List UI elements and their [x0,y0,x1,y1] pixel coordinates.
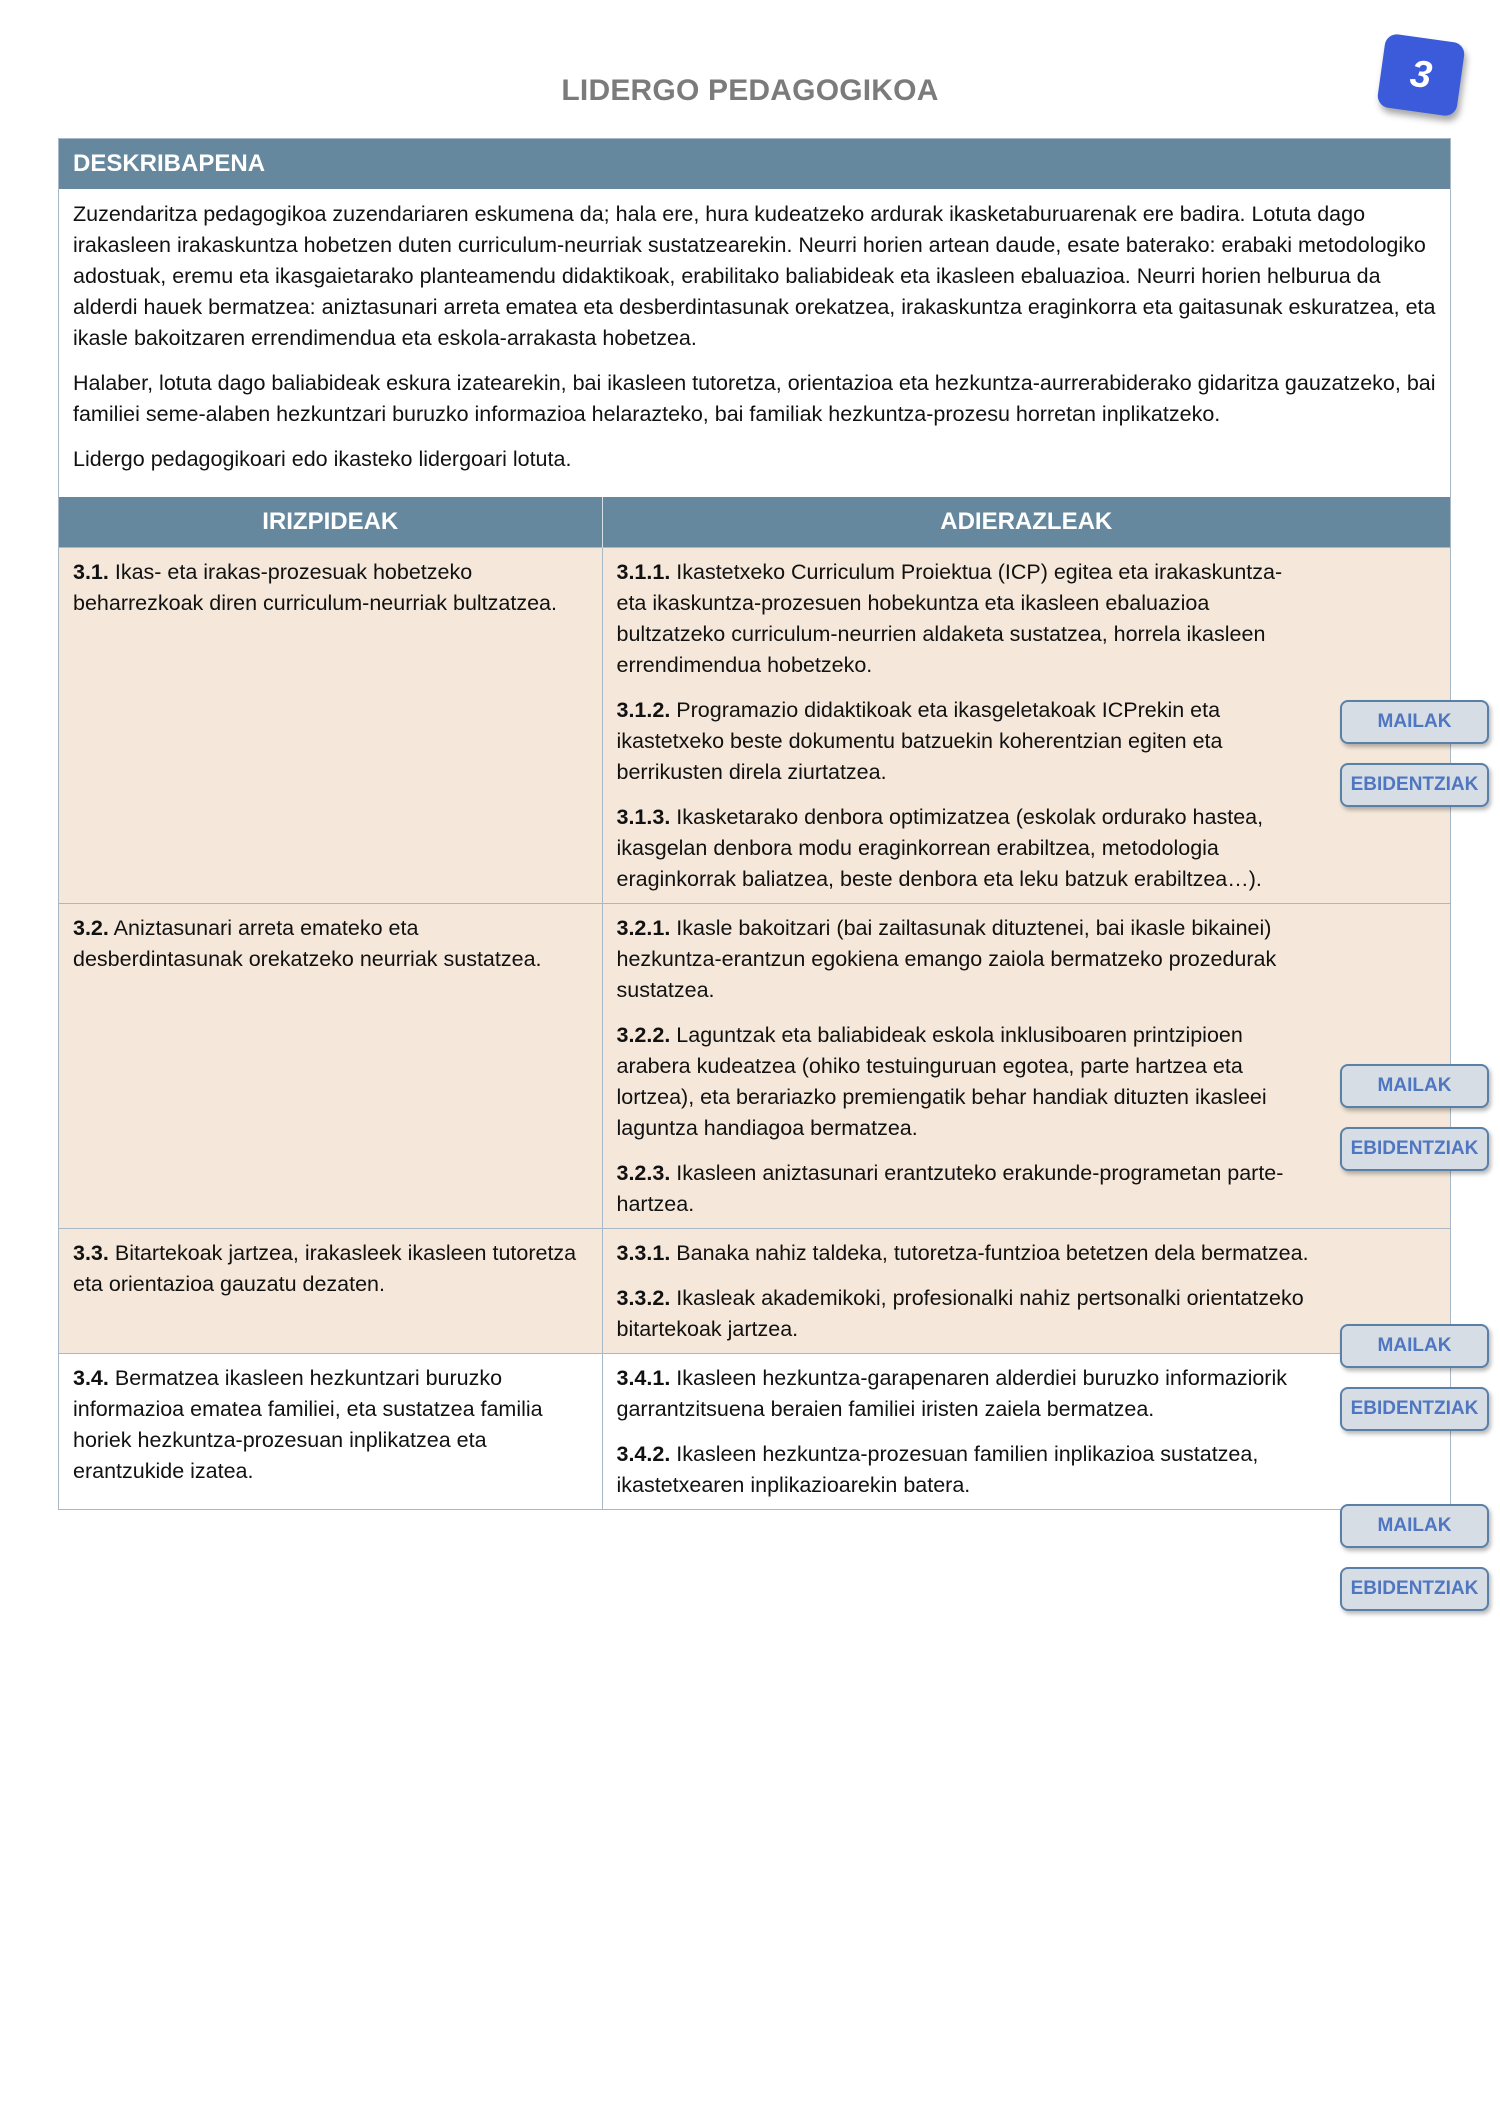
page-title: LIDERGO PEDAGOGIKOA [561,74,939,107]
indicator-item [617,1283,1317,1345]
criterion-cell [59,1354,602,1510]
evidence-button-3-4[interactable]: EBIDENTZIAK [1340,1567,1489,1611]
indicator-item [617,913,1317,1006]
indicator-text: Ikasleen aniztasunari erantzuteko erakunde-programetan parte-hartzea. [616,1161,1284,1216]
criterion-row-3-3 [59,1229,1450,1354]
criteria-table-header [59,497,1450,548]
indicator-text: Ikasleen hezkuntza-prozesuan familien inplikazioa sustatzea, ikastetxearen inplikazioarekin batera. [616,1442,1259,1497]
criteria-table [59,497,1450,1509]
indicator-number: 3.4.1. [616,1366,671,1390]
criterion-number: 3.1. [73,560,109,584]
indicators-cell [602,548,1450,904]
evidence-button-3-3[interactable]: EBIDENTZIAK [1340,1387,1489,1431]
description-paragraph: Halaber, lotuta dago baliabideak eskura izatearekin, bai ikasleen tutoretza, orientazioa eta hezkuntza-aurrerabiderako gidaritza gauzatzeko, bai familiei seme-alaben hezkuntzari buruzko informazioa helarazteko, bai familiak hezkuntza-prozesu horretan inplikatzeko. [73,371,1436,426]
evidence-button-3-1[interactable]: EBIDENTZIAK [1340,763,1489,807]
levels-button-3-3[interactable]: MAILAK [1340,1324,1489,1368]
criterion-cell [59,548,602,904]
indicator-number: 3.2.3. [616,1161,671,1185]
levels-button-3-4[interactable]: MAILAK [1340,1504,1489,1548]
criterion-text: Aniztasunari arreta emateko eta desberdintasunak orekatzeko neurriak sustatzea. [73,916,542,971]
criterion-cell [59,904,602,1229]
indicator-item [617,1020,1317,1144]
indicators-column-header: ADIERAZLEAK [602,497,1450,548]
indicator-text: Ikasle bakoitzari (bai zailtasunak dituztenei, bai ikasle bikainei) hezkuntza-erantzun egokiena emango zaiola bermatzeko prozedurak sustatzea. [616,916,1277,1002]
levels-button-3-2[interactable]: MAILAK [1340,1064,1489,1108]
indicator-text: Laguntzak eta baliabideak eskola inklusiboaren printzipioen arabera kudeatzea (ohiko testuinguruan egotea, parte hartzea eta lortzea), eta berariazko premiengatik behar handiak dituzten ikasleei laguntza handiagoa bermatzea. [616,1023,1267,1140]
content-frame [58,138,1451,1510]
indicator-item [617,802,1317,895]
indicators-cell [602,1354,1450,1510]
description-paragraph: Lidergo pedagogikoari edo ikasteko lidergoari lotuta. [73,447,572,471]
criterion-row-3-1 [59,548,1450,904]
page-number-badge: 3 [1376,33,1466,117]
indicators-cell [602,1229,1450,1354]
indicator-item [617,695,1317,788]
indicator-text: Ikasleak akademikoki, profesionalki nahiz pertsonalki orientatzeko bitartekoak jartzea. [616,1286,1304,1341]
criterion-cell [59,1229,602,1354]
indicator-text: Banaka nahiz taldeka, tutoretza-funtzioa betetzen dela bermatzea. [676,1241,1309,1265]
description-body [59,189,1450,497]
indicator-item [617,1439,1317,1501]
indicator-number: 3.2.2. [616,1023,671,1047]
criterion-row-3-4 [59,1354,1450,1510]
indicator-number: 3.2.1. [616,916,671,940]
criterion-text: Ikas- eta irakas-prozesuak hobetzeko beharrezkoak diren curriculum-neurriak bultzatzea. [73,560,557,615]
indicator-text: Ikasketarako denbora optimizatzea (eskolak ordurako hastea, ikasgelan denbora modu eraginkorrean erabiltzea, metodologia eraginkorrak baliatzea, beste denbora eta leku batzuk erabiltzea…). [616,805,1264,891]
indicator-number: 3.3.2. [616,1286,671,1310]
criterion-number: 3.3. [73,1241,109,1265]
criterion-text: Bitartekoak jartzea, irakasleek ikasleen tutoretza eta orientazioa gauzatu dezaten. [73,1241,577,1296]
levels-button-3-1[interactable]: MAILAK [1340,700,1489,744]
criterion-number: 3.2. [73,916,109,940]
criterion-row-3-2 [59,904,1450,1229]
indicator-number: 3.1.3. [616,805,671,829]
indicators-cell [602,904,1450,1229]
description-header: DESKRIBAPENA [59,139,1450,189]
criterion-number: 3.4. [73,1366,109,1390]
evidence-button-3-2[interactable]: EBIDENTZIAK [1340,1127,1489,1171]
indicator-item [617,1238,1317,1269]
criteria-column-header: IRIZPIDEAK [59,497,602,548]
indicator-number: 3.1.1. [616,560,671,584]
indicator-text: Programazio didaktikoak eta ikasgeletakoak ICPrekin eta ikastetxeko beste dokumentu batzuekin koherentzian egiten eta berrikusten direla ziurtatzea. [616,698,1223,784]
indicator-number: 3.4.2. [616,1442,671,1466]
indicator-text: Ikastetxeko Curriculum Proiektua (ICP) egitea eta irakaskuntza- eta ikaskuntza-prozesuen hobekuntza eta ikasleen ebaluazioa bultzatzeko curriculum-neurrien aldaketa sustatzea, horrela ikasleen errendimendua hobetzeko. [616,560,1283,677]
indicator-text: Ikasleen hezkuntza-garapenaren alderdiei buruzko informaziorik garrantzitsuena beraien familiei iristen zaiela bermatzea. [616,1366,1287,1421]
indicator-item [617,557,1317,681]
criterion-text: Bermatzea ikasleen hezkuntzari buruzko informazioa ematea familiei, eta sustatzea familia horiek hezkuntza-prozesuan inplikatzea eta erantzukide izatea. [73,1366,543,1483]
indicator-number: 3.1.2. [616,698,671,722]
indicator-item [617,1158,1317,1220]
indicator-number: 3.3.1. [616,1241,671,1265]
indicator-item [617,1363,1317,1425]
description-paragraph: Zuzendaritza pedagogikoa zuzendariaren eskumena da; hala ere, hura kudeatzeko ardurak ikasketaburuarenak ere badira. Lotuta dago irakasleen irakaskuntza hobetzen duten curriculum-neurriak sustatzearekin. Neurri horien artean daude, esate baterako: erabaki metodologiko adostuak, eremu eta ikasgaietarako planteamendu didaktikoak, erabilitako baliabideak eta ikasleen ebaluazioa. Neurri horien helburua da alderdi hauek bermatzea: aniztasunari arreta ematea eta desberdintasunak orekatzea, irakaskuntza eraginkorra eta gaitasunak eskuratzea, eta ikasle bakoitzaren errendimendua eta eskola-arrakasta hobetzea. [73,202,1436,350]
